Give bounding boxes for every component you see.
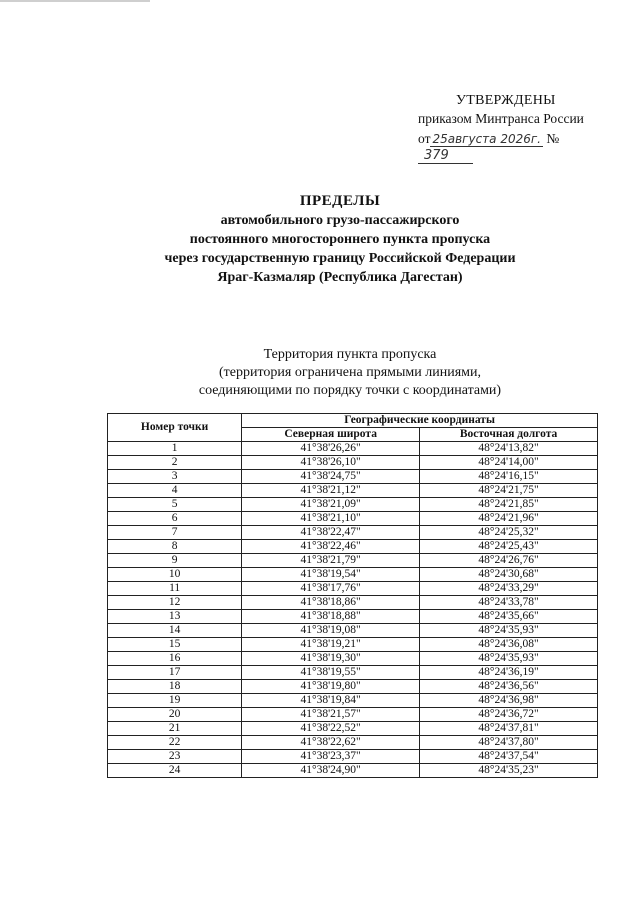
north-latitude-cell: 41°38'24,75" [242, 470, 420, 484]
east-longitude-cell: 48°24'25,43" [420, 540, 598, 554]
east-longitude-cell: 48°24'37,54" [420, 750, 598, 764]
east-longitude-cell: 48°24'35,93" [420, 652, 598, 666]
title-line-2: постоянного многостороннего пункта пропуска [189, 232, 491, 247]
approved-label: УТВЕРЖДЕНЫ [456, 93, 556, 108]
table-row [108, 764, 598, 778]
north-latitude-cell: 41°38'17,76" [242, 582, 420, 596]
north-latitude-cell: 41°38'21,79" [242, 554, 420, 568]
table-row [108, 540, 598, 554]
table-row [108, 666, 598, 680]
point-number-cell: 22 [108, 736, 242, 750]
east-longitude-cell: 48°24'33,29" [420, 582, 598, 596]
point-number-cell: 17 [108, 666, 242, 680]
north-latitude-cell: 41°38'19,80" [242, 680, 420, 694]
point-number-cell: 5 [108, 498, 242, 512]
scan-edge-mark [0, 0, 150, 2]
point-number-cell: 3 [108, 470, 242, 484]
north-latitude-cell: 41°38'19,30" [242, 652, 420, 666]
table-row [108, 736, 598, 750]
north-latitude-cell: 41°38'21,57" [242, 708, 420, 722]
territory-description [100, 346, 600, 400]
table-row [108, 456, 598, 470]
north-latitude-cell: 41°38'26,26" [242, 442, 420, 456]
east-longitude-cell: 48°24'36,72" [420, 708, 598, 722]
table-row [108, 722, 598, 736]
point-number-cell: 20 [108, 708, 242, 722]
east-longitude-cell: 48°24'37,80" [420, 736, 598, 750]
title-line-1: автомобильного грузо-пассажирского [220, 213, 460, 228]
table-row [108, 470, 598, 484]
handwritten-date: 25августа 2026г. [432, 132, 541, 146]
document-title [100, 192, 580, 287]
east-longitude-cell: 48°24'14,00" [420, 456, 598, 470]
table-row [108, 554, 598, 568]
point-number-cell: 15 [108, 638, 242, 652]
table-row [108, 568, 598, 582]
point-number-cell: 4 [108, 484, 242, 498]
north-latitude-cell: 41°38'26,10" [242, 456, 420, 470]
north-latitude-cell: 41°38'19,84" [242, 694, 420, 708]
table-row [108, 708, 598, 722]
point-number-cell: 18 [108, 680, 242, 694]
point-number-cell: 19 [108, 694, 242, 708]
number-label: № [546, 131, 560, 146]
east-longitude-cell: 48°24'30,68" [420, 568, 598, 582]
east-longitude-cell: 48°24'36,19" [420, 666, 598, 680]
north-latitude-cell: 41°38'21,12" [242, 484, 420, 498]
north-latitude-cell: 41°38'23,37" [242, 750, 420, 764]
east-longitude-cell: 48°24'21,75" [420, 484, 598, 498]
north-latitude-cell: 41°38'18,88" [242, 610, 420, 624]
header-geo-coordinates: Географические координаты [242, 414, 598, 428]
point-number-cell: 13 [108, 610, 242, 624]
east-longitude-cell: 48°24'26,76" [420, 554, 598, 568]
coordinates-table [107, 413, 598, 778]
table-row [108, 694, 598, 708]
point-number-cell: 8 [108, 540, 242, 554]
point-number-cell: 14 [108, 624, 242, 638]
approval-stamp-block [418, 93, 608, 163]
east-longitude-cell: 48°24'13,82" [420, 442, 598, 456]
table-row [108, 750, 598, 764]
table-row [108, 484, 598, 498]
header-point-number: Номер точки [108, 414, 242, 442]
east-longitude-cell: 48°24'25,32" [420, 526, 598, 540]
point-number-cell: 9 [108, 554, 242, 568]
point-number-cell: 10 [108, 568, 242, 582]
north-latitude-cell: 41°38'22,52" [242, 722, 420, 736]
table-row [108, 652, 598, 666]
table-row [108, 582, 598, 596]
north-latitude-cell: 41°38'24,90" [242, 764, 420, 778]
point-number-cell: 21 [108, 722, 242, 736]
table-row [108, 596, 598, 610]
territory-line-3: соединяющими по порядку точки с координатами) [198, 383, 502, 398]
point-number-cell: 23 [108, 750, 242, 764]
table-row [108, 624, 598, 638]
point-number-cell: 11 [108, 582, 242, 596]
point-number-cell: 16 [108, 652, 242, 666]
east-longitude-cell: 48°24'36,56" [420, 680, 598, 694]
table-row [108, 498, 598, 512]
table-row [108, 512, 598, 526]
header-north-latitude: Северная широта [242, 428, 420, 442]
from-label: от [418, 131, 431, 146]
header-east-longitude: Восточная долгота [420, 428, 598, 442]
north-latitude-cell: 41°38'19,21" [242, 638, 420, 652]
territory-line-1: Территория пункта пропуска [263, 347, 437, 362]
table-row [108, 526, 598, 540]
east-longitude-cell: 48°24'16,15" [420, 470, 598, 484]
title-heading: ПРЕДЕЛЫ [299, 193, 381, 209]
east-longitude-cell: 48°24'33,78" [420, 596, 598, 610]
east-longitude-cell: 48°24'36,98" [420, 694, 598, 708]
order-reference: приказом Минтранса России [418, 111, 584, 126]
east-longitude-cell: 48°24'35,93" [420, 624, 598, 638]
point-number-cell: 12 [108, 596, 242, 610]
title-line-3: через государственную границу Российской Федерации [164, 251, 516, 266]
table-row [108, 638, 598, 652]
north-latitude-cell: 41°38'21,09" [242, 498, 420, 512]
north-latitude-cell: 41°38'22,47" [242, 526, 420, 540]
east-longitude-cell: 48°24'21,96" [420, 512, 598, 526]
north-latitude-cell: 41°38'19,54" [242, 568, 420, 582]
point-number-cell: 6 [108, 512, 242, 526]
handwritten-number: 379 [418, 148, 473, 164]
east-longitude-cell: 48°24'35,66" [420, 610, 598, 624]
north-latitude-cell: 41°38'19,08" [242, 624, 420, 638]
table-row [108, 680, 598, 694]
east-longitude-cell: 48°24'37,81" [420, 722, 598, 736]
table-row [108, 610, 598, 624]
north-latitude-cell: 41°38'21,10" [242, 512, 420, 526]
order-date-number [418, 131, 608, 163]
territory-line-2: (территория ограничена прямыми линиями, [218, 365, 482, 380]
table-header-row [108, 414, 598, 428]
north-latitude-cell: 41°38'22,62" [242, 736, 420, 750]
point-number-cell: 2 [108, 456, 242, 470]
title-line-4: Яраг-Казмаляр (Республика Дагестан) [217, 270, 463, 285]
north-latitude-cell: 41°38'18,86" [242, 596, 420, 610]
table-row [108, 442, 598, 456]
point-number-cell: 1 [108, 442, 242, 456]
east-longitude-cell: 48°24'21,85" [420, 498, 598, 512]
north-latitude-cell: 41°38'19,55" [242, 666, 420, 680]
point-number-cell: 24 [108, 764, 242, 778]
north-latitude-cell: 41°38'22,46" [242, 540, 420, 554]
east-longitude-cell: 48°24'35,23" [420, 764, 598, 778]
point-number-cell: 7 [108, 526, 242, 540]
east-longitude-cell: 48°24'36,08" [420, 638, 598, 652]
table-body [108, 442, 598, 778]
